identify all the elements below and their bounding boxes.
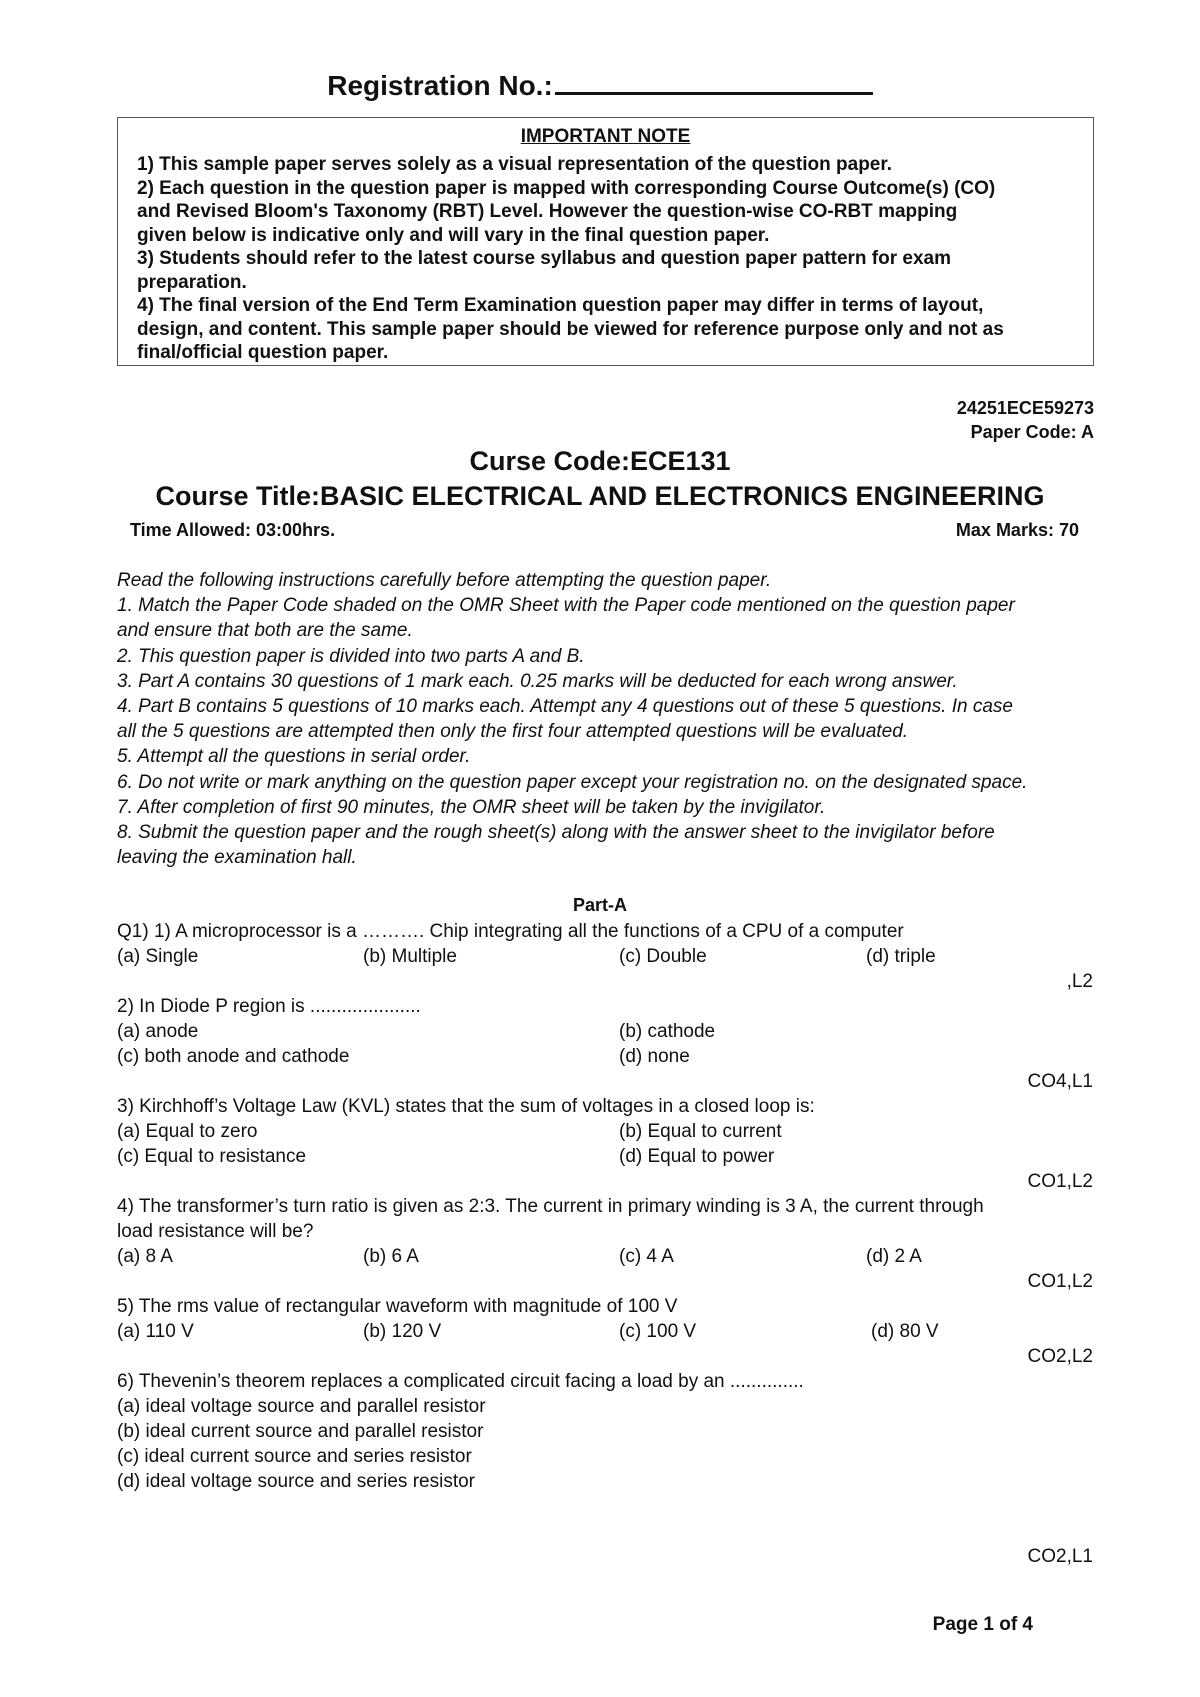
q1-option-b: (b) Multiple: [363, 946, 457, 967]
q1-option-d: (d) triple: [866, 946, 936, 967]
q6-co-level: CO2,L1: [1027, 1546, 1093, 1567]
paper-code: Paper Code: A: [970, 422, 1094, 442]
important-note-title: IMPORTANT NOTE: [520, 126, 691, 147]
q5-option-c: (c) 100 V: [619, 1321, 697, 1342]
part-a-heading: Part-A: [572, 895, 627, 915]
q5-co-level: CO2,L2: [1027, 1346, 1093, 1367]
registration-label: [0, 68, 1200, 102]
instruction-line: and ensure that both are the same.: [117, 620, 413, 642]
question-4-text-cont: load resistance will be?: [117, 1221, 314, 1242]
note-line: preparation.: [137, 271, 247, 293]
q2-option-a: (a) anode: [117, 1021, 199, 1042]
question-4-text: 4) The transformer’s turn ratio is given as 2:3. The current in primary winding is 3 A, the current through: [117, 1196, 984, 1217]
important-note-lines: [137, 153, 1087, 365]
instructions: [117, 568, 1107, 870]
instruction-line: leaving the examination hall.: [117, 847, 357, 869]
q4-option-a: (a) 8 A: [117, 1246, 173, 1267]
q2-option-d: (d) none: [619, 1046, 690, 1067]
instruction-line: 6. Do not write or mark anything on the question paper except your registration no. on the designated space.: [117, 771, 1028, 793]
question-5-text: 5) The rms value of rectangular waveform with magnitude of 100 V: [117, 1296, 678, 1317]
instruction-line: 1. Match the Paper Code shaded on the OMR Sheet with the Paper code mentioned on the question paper: [117, 595, 1015, 617]
time-allowed: Time Allowed: 03:00hrs.: [130, 520, 336, 540]
question-6-text: 6) Thevenin’s theorem replaces a complicated circuit facing a load by an ..............: [117, 1371, 804, 1392]
instruction-line: 8. Submit the question paper and the rough sheet(s) along with the answer sheet to the invigilator before: [117, 822, 995, 844]
q3-option-b: (b) Equal to current: [619, 1121, 782, 1142]
q2-co-level: CO4,L1: [1027, 1071, 1093, 1092]
note-line: 4) The final version of the End Term Examination question paper may differ in terms of layout,: [137, 295, 984, 316]
q3-option-d: (d) Equal to power: [619, 1146, 775, 1167]
q5-option-b: (b) 120 V: [363, 1321, 442, 1342]
q6-option-c: (c) ideal current source and series resistor: [117, 1446, 472, 1467]
question-2-text: 2) In Diode P region is .....................: [117, 996, 421, 1017]
q4-option-b: (b) 6 A: [363, 1246, 419, 1267]
instruction-line: 2. This question paper is divided into two parts A and B.: [117, 645, 585, 667]
page-number: Page 1 of 4: [932, 1614, 1033, 1635]
note-line: 1) This sample paper serves solely as a visual representation of the question paper.: [137, 154, 892, 175]
q3-option-c: (c) Equal to resistance: [117, 1146, 307, 1167]
q2-option-c: (c) both anode and cathode: [117, 1046, 350, 1067]
question-3-text: 3) Kirchhoff’s Voltage Law (KVL) states that the sum of voltages in a closed loop is:: [117, 1096, 815, 1117]
important-note-box: [117, 117, 1094, 366]
note-line: and Revised Bloom's Taxonomy (RBT) Level. However the question-wise CO-RBT mapping: [137, 201, 958, 222]
registration-text: Registration No.:: [327, 70, 553, 101]
q5-option-d: (d) 80 V: [871, 1321, 939, 1342]
instruction-line: 4. Part B contains 5 questions of 10 marks each. Attempt any 4 questions out of these 5 questions. In case: [117, 696, 1013, 718]
note-line: 3) Students should refer to the latest course syllabus and question paper pattern for exam: [137, 248, 952, 269]
note-line: 2) Each question in the question paper is mapped with corresponding Course Outcome(s) (CO): [137, 177, 996, 199]
q4-co-level: CO1,L2: [1027, 1271, 1093, 1292]
q6-option-d: (d) ideal voltage source and series resistor: [117, 1471, 476, 1492]
q6-option-b: (b) ideal current source and parallel resistor: [117, 1421, 484, 1442]
q6-option-a: (a) ideal voltage source and parallel resistor: [117, 1396, 486, 1417]
q1-option-c: (c) Double: [619, 946, 707, 967]
note-line: design, and content. This sample paper should be viewed for reference purpose only and not as: [137, 318, 1004, 340]
course-title: Course Title:BASIC ELECTRICAL AND ELECTRONICS ENGINEERING: [155, 481, 1045, 511]
max-marks: Max Marks: 70: [955, 520, 1079, 540]
q2-option-b: (b) cathode: [619, 1021, 716, 1042]
note-line: given below is indicative only and will vary in the final question paper.: [137, 224, 770, 246]
note-line: final/official question paper.: [137, 342, 389, 363]
q3-co-level: CO1,L2: [1027, 1171, 1093, 1192]
registration-blank-line: [555, 68, 873, 95]
q1-co-level: ,L2: [1066, 971, 1093, 992]
q4-option-c: (c) 4 A: [619, 1246, 674, 1267]
q4-option-d: (d) 2 A: [866, 1246, 922, 1267]
instruction-line: all the 5 questions are attempted then only the first four attempted questions will be evaluated.: [117, 721, 909, 743]
course-code: Curse Code:ECE131: [469, 446, 731, 476]
instruction-line: Read the following instructions carefully before attempting the question paper.: [117, 570, 772, 591]
instruction-line: 3. Part A contains 30 questions of 1 mark each. 0.25 marks will be deducted for each wrong answer.: [117, 670, 958, 692]
q5-option-a: (a) 110 V: [117, 1321, 194, 1342]
q3-option-a: (a) Equal to zero: [117, 1121, 258, 1142]
question-1-text: Q1) 1) A microprocessor is a ………. Chip integrating all the functions of a CPU of a computer: [117, 921, 904, 942]
paper-number: 24251ECE59273: [956, 398, 1094, 418]
instruction-line: 7. After completion of first 90 minutes, the OMR sheet will be taken by the invigilator.: [117, 796, 826, 818]
q1-option-a: (a) Single: [117, 946, 199, 967]
instruction-line: 5. Attempt all the questions in serial order.: [117, 746, 471, 768]
